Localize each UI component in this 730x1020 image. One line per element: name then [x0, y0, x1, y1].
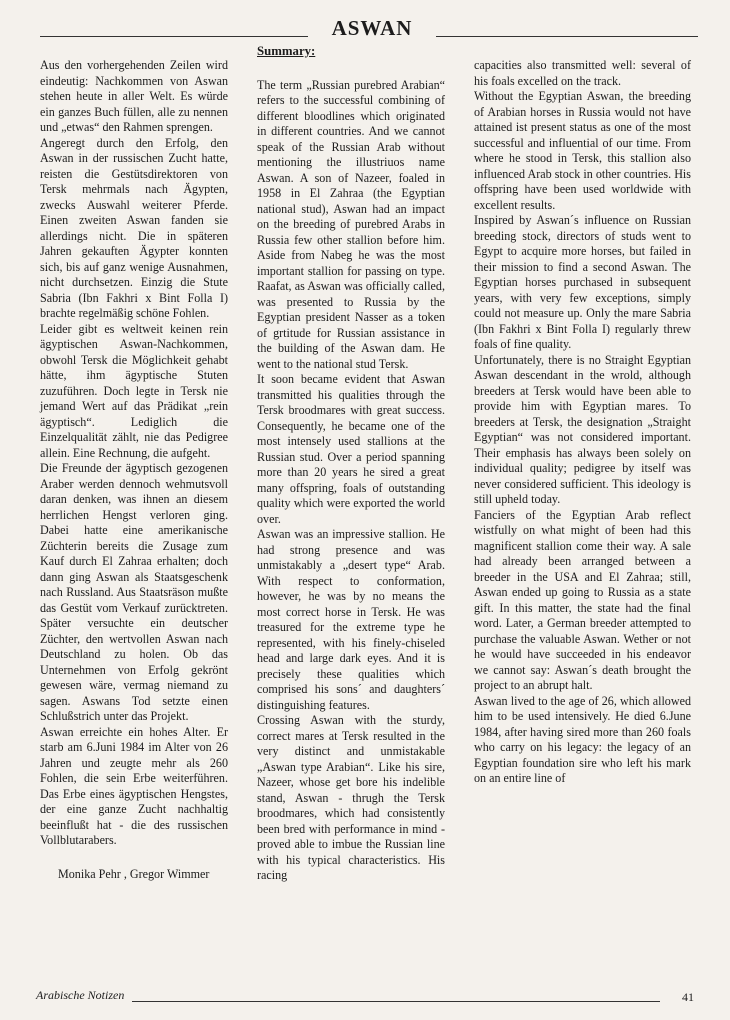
german-article-column: [40, 58, 228, 882]
page-title: ASWAN: [331, 16, 413, 40]
paragraph: Inspired by Aswan´s influence on Russian breeding stock, directors of studs went to Egypt to acquire more horses, but failed in their mission to find a second Aswan. The Egyptian horses purchased in subsequent years, with very few exceptions, simply could not measure up. Only the mare Sabria (Ibn Fakhri x Bint Folla I) regularly threw foals of fine quality.: [474, 213, 691, 351]
paragraph: Aswan erreichte ein hohes Alter. Er starb am 6.Juni 1984 im Alter von 26 Jahren und zeugte mehr als 260 Fohlen, die sein Erbe weiterführen. Das Erbe eines ägyptischen Hengstes, der eine ganze Zucht nachhaltig beeinflußt hat - die des russischen Vollblutarabers.: [40, 724, 228, 847]
header-rule-left: [40, 36, 308, 37]
journal-name: Arabische Notizen: [36, 988, 125, 1002]
page-number: 41: [682, 990, 694, 1004]
paragraph: capacities also transmitted well: several of his foals excelled on the track.: [474, 58, 691, 88]
paragraph: Aswan lived to the age of 26, which allowed him to be used intensively. He died 6.June 1984, after having sired more than 260 foals who carry on his legacy: the legacy of an Egyptian foundation sire who left his mark on an entire line of: [474, 693, 691, 785]
paragraph: Leider gibt es weltweit keinen rein ägyptischen Aswan-Nachkommen, obwohl Tersk die Möglichkeit gehabt hätte, ihm ägyptische Stuten zuzuführen. Doch legte in Tersk nie jemand Wert auf das Prädikat „rein ägyptisch“. Lediglich die Einzelqualität zählt, nie das Pedigree allein. Eine Rechnung, die aufgeht.: [40, 321, 228, 460]
summary-column: [257, 44, 445, 884]
summary-continued-column: [474, 58, 691, 787]
paragraph: It soon became evident that Aswan transmitted his qualities through the Tersk broodmares with great success. Consequently, he became one of the most intensely used stallions at the Russian stud. Over a period spanning more than 20 years he sired a great many offspring, foals of outstanding quality which were exported the world over.: [257, 372, 445, 526]
header-rule-right: [436, 36, 698, 37]
paragraph: Without the Egyptian Aswan, the breeding of Arabian horses in Russia would not have attained ist present status as one of the most successful and influential of our time. From where he stood in Tersk, this stallion also influenced Arab stock in other countries. His offspring have been used worldwide with excellent results.: [474, 89, 691, 212]
paragraph: Unfortunately, there is no Straight Egyptian Aswan descendant in the wrold, although breeders at Tersk would have been able to provide him with Egyptian mares. To breeders at Tersk, the designation „Straight Egyptian“ was not considered important. Their emphasis has always been solely on individual quality; pedigree by itself was never considered sufficient. This ideology is still upheld today.: [474, 352, 691, 506]
paragraph: The term „Russian purebred Arabian“ refers to the successful combining of different bloodlines which originated in different countries. And we cannot speak of the Russian Arab without mentioning the illustriuos name Aswan. A son of Nazeer, foaled in 1958 in El Zahraa (the Egyptian national stud), Aswan had an impact on the breeding of purebred Arabs in Russia few other stallion before him. Aside from Nabeg he was the most important stallion for passing on type. Raafat, as Aswan was officially called, was presented to Russia by the Egyptian president Nasser as a token of grtitude for Russian assistance in the building of the Aswan dam. He went to the national stud Tersk.: [257, 77, 445, 371]
paragraph: Aswan was an impressive stallion. He had strong presence and was unmistakably a „desert type“ Arab. With respect to conformation, however, he was by no means the most correct horse in Tersk. He was treasured for the extreme type he represented, with his finely-chiseled head and large dark eyes. And it is precisely these qualities which comprised his sons´ and daughters´ distinguishing features.: [257, 527, 445, 712]
paragraph: Aus den vorhergehenden Zeilen wird eindeutig: Nachkommen von Aswan stehen heute in aller Welt. Es würde ein ganzes Buch füllen, alle zu nennen und „etwas“ den Rahmen sprengen.: [40, 58, 228, 134]
page-footer: [36, 988, 694, 1008]
paragraph: Fanciers of the Egyptian Arab reflect wistfully on what might of been had this magnificent stallion come their way. A sale had already been arranged between a breeder in the USA and El Zahraa; still, Aswan ended up going to Russia as a state gift. In this matter, the state had the final word. Later, a German breeder attempted to purchase the valuable Aswan. Wether or not he would have succeeded in his endeavor we cannot say: Aswan´s death brought the project to an abrupt halt.: [474, 507, 691, 692]
footer-rule: [132, 1001, 660, 1002]
author-credit: Monika Pehr , Gregor Wimmer: [58, 866, 210, 881]
page-header: [36, 16, 694, 42]
paragraph: Die Freunde der ägyptisch gezogenen Araber werden dennoch wehmutsvoll daran denken, was ihnen an diesem herrlichen Hengst verloren ging. Dabei hatte eine amerikanische Züchterin bereits die Zusage zum Kauf durch El Zahraa erhalten; doch dann ging Aswan als Staatsgeschenk nach Russland. Aus Staatsräson mußte das Gestüt vom Verkauf zurücktreten. Später versuchte ein deutscher Züchter, den wertvollen Aswan nach Deutschland zu holen. Ob das Unternehmen von Erfolg gekrönt gewesen wäre, vermag niemand zu sagen. Aswans Tod setzte einen Schlußstrich unter das Projekt.: [40, 461, 228, 723]
summary-heading: Summary:: [257, 44, 316, 58]
paragraph: Crossing Aswan with the sturdy, correct mares at Tersk resulted in the very distinct and unmistakable „Aswan type Arabian“. Like his sire, Nazeer, whose get bore his indelible stand, Aswan - thrugh the Tersk broodmares, which had consistently been bred with performance in mind - proved able to imbue the Russian line with his typical characteristics. His racing: [257, 713, 445, 882]
paragraph: Angeregt durch den Erfolg, den Aswan in der russischen Zucht hatte, reisten die Gestütsdirektoren von Tersk mehrmals nach Ägypten, zwecks Auswahl weiterer Pferde. Einen zweiten Aswan fanden sie allerdings nicht. Die in späteren Jahren gekauften Ägypter konnten sich, bis auf ganz wenige Ausnahmen, nicht durchsetzen. Einzig die Stute Sabria (Ibn Fakhri x Bint Folla I) brachte regelmäßig schöne Fohlen.: [40, 135, 228, 320]
